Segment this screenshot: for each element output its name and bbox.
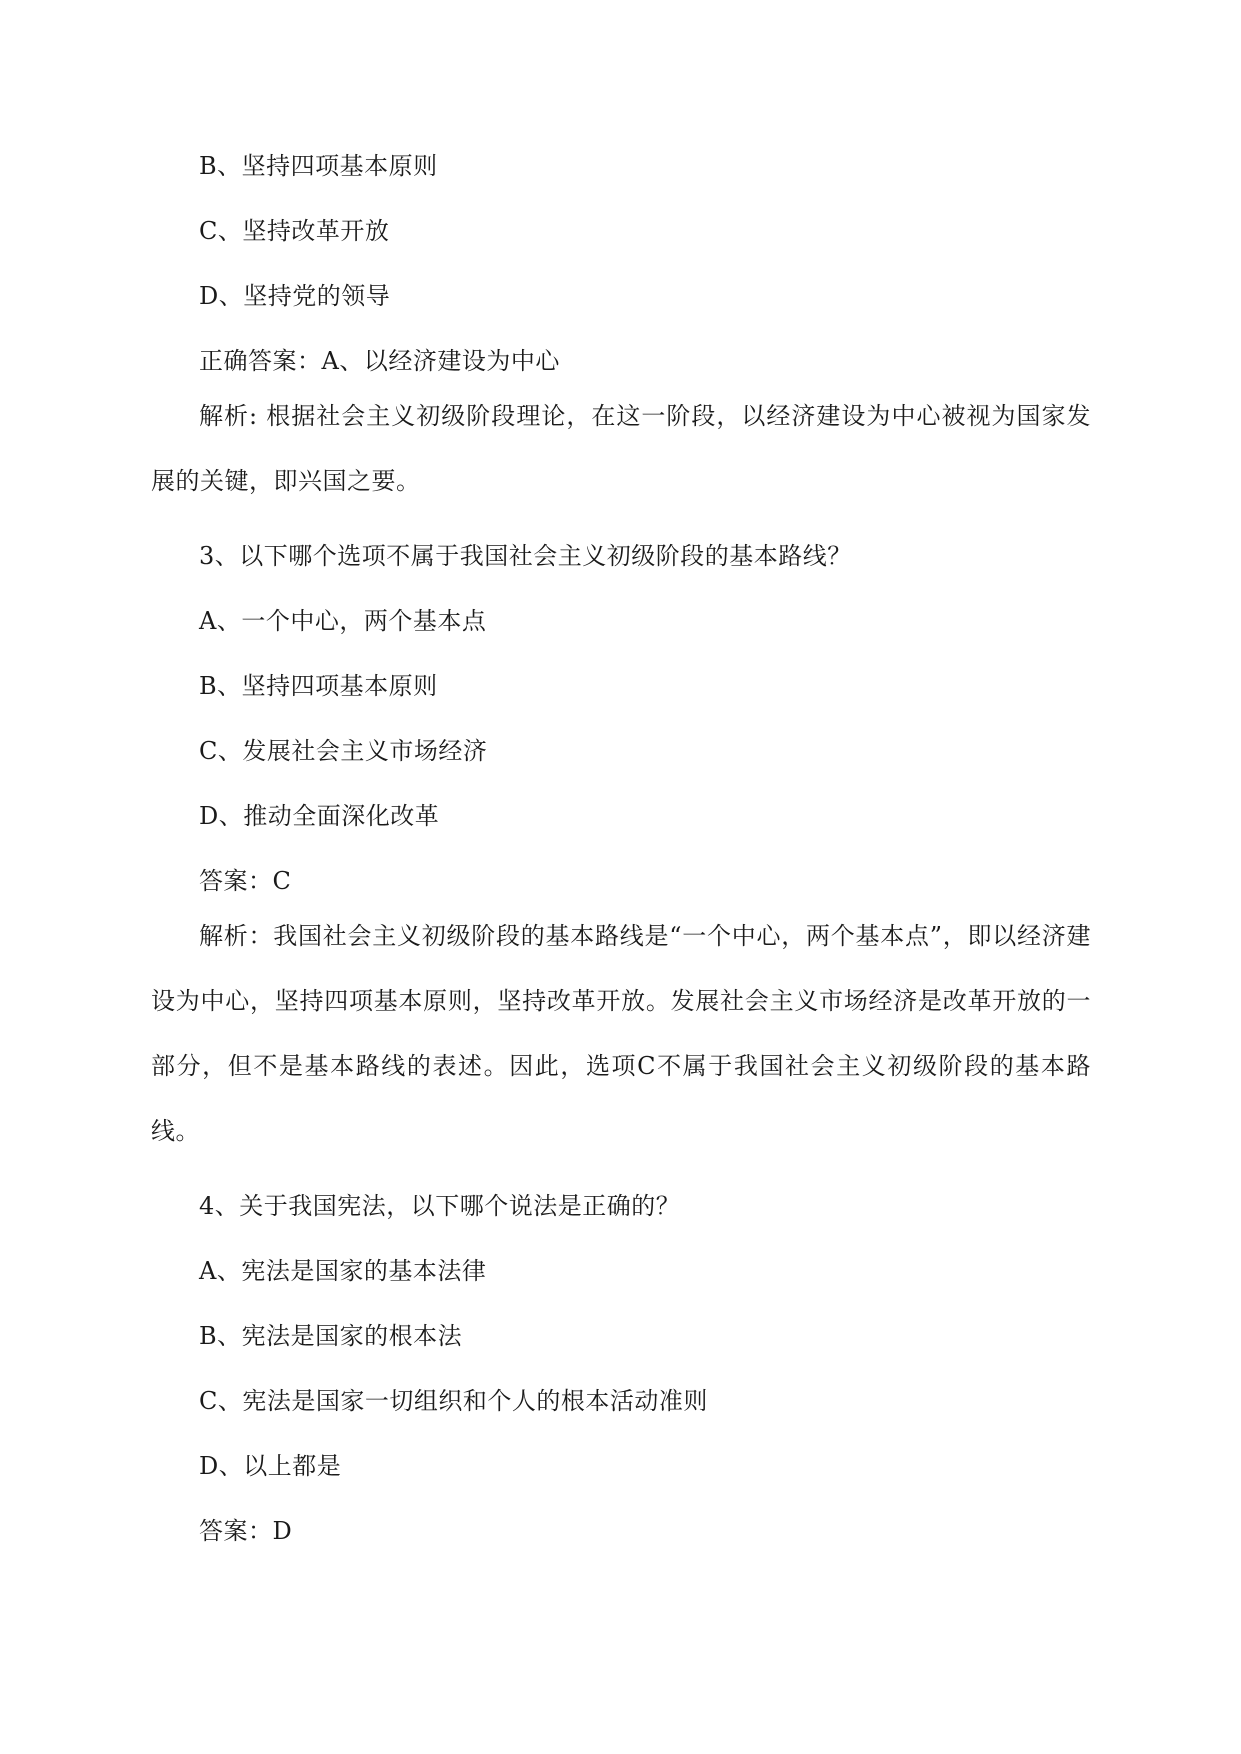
q3-option-c: C、发展社会主义市场经济 <box>199 737 488 765</box>
q4-question: 4、关于我国宪法，以下哪个说法是正确的？ <box>199 1192 681 1220</box>
q4-answer: 答案：D <box>199 1517 293 1545</box>
q2-analysis: 解析: 根据社会主义初级阶段理论，在这一阶段，以经济建设为中心被视为国家发展的关键，即兴国之要。 <box>151 402 1091 495</box>
q3-analysis: 解析：我国社会主义初级阶段的基本路线是“一个中心，两个基本点”，即以经济建设为中心，坚持四项基本原则，坚持改革开放。发展社会主义市场经济是改革开放的一部分，但不是基本路线的表述。因此，选项C不属于我国社会主义初级阶段的基本路线。 <box>151 922 1091 1145</box>
q4-option-b: B、宪法是国家的根本法 <box>199 1322 463 1350</box>
q4-option-d: D、以上都是 <box>199 1452 342 1480</box>
q2-option-b: B、坚持四项基本原则 <box>199 152 438 180</box>
q2-answer: 正确答案：A、以经济建设为中心 <box>199 347 560 375</box>
q2-option-d: D、坚持党的领导 <box>199 282 391 310</box>
q4-option-a: A、宪法是国家的基本法律 <box>199 1257 487 1285</box>
q3-option-d: D、推动全面深化改革 <box>199 802 440 830</box>
q3-question: 3、以下哪个选项不属于我国社会主义初级阶段的基本路线？ <box>199 542 852 570</box>
q2-option-c: C、坚持改革开放 <box>199 217 390 245</box>
q3-answer: 答案：C <box>199 867 292 895</box>
q3-option-b: B、坚持四项基本原则 <box>199 672 438 700</box>
q3-option-a: A、一个中心，两个基本点 <box>199 607 487 635</box>
q4-option-c: C、宪法是国家一切组织和个人的根本活动准则 <box>199 1387 708 1415</box>
